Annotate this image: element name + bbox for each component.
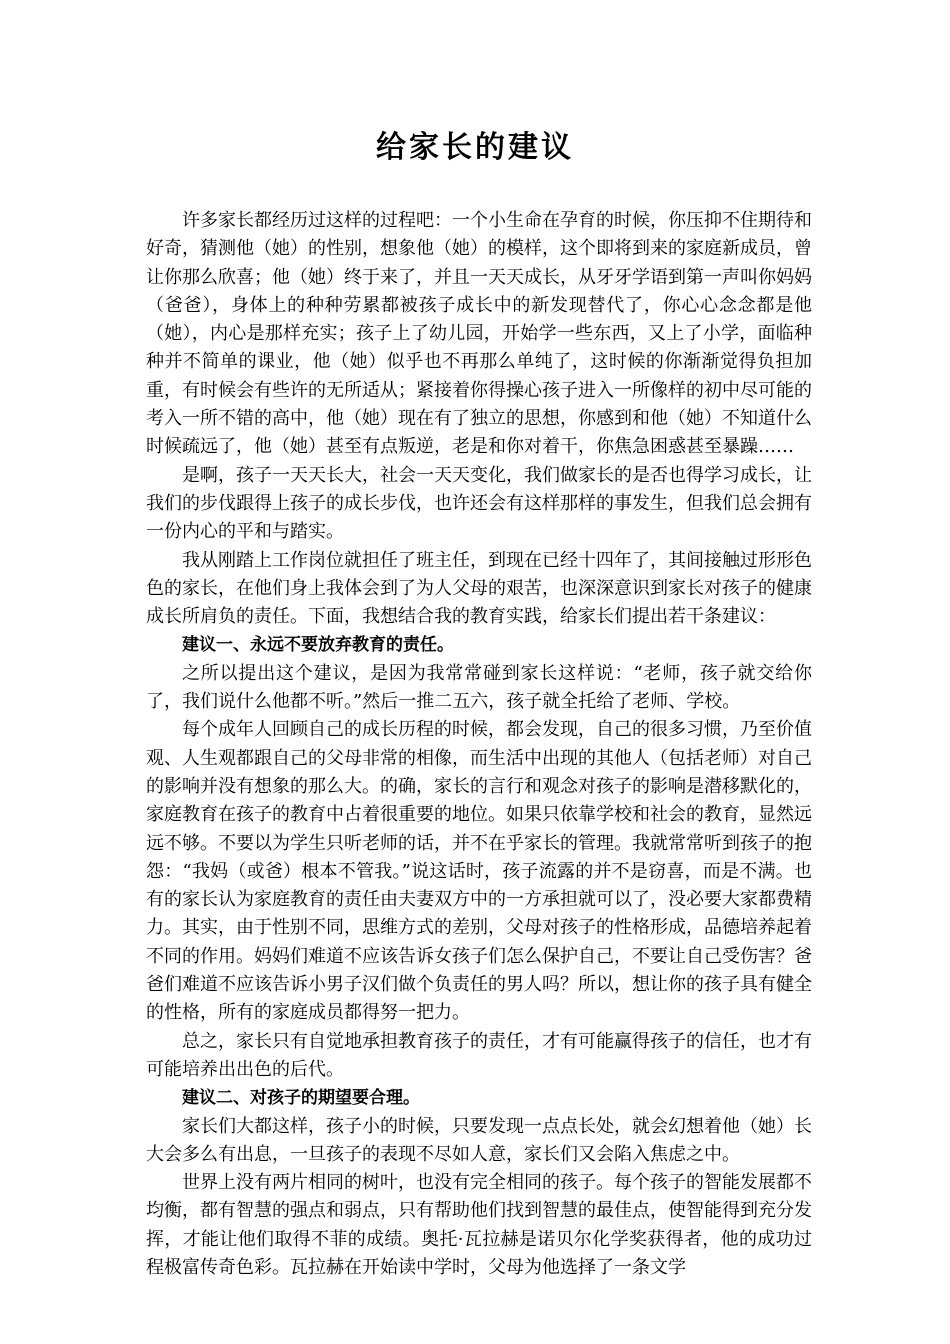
paragraph: 我从刚踏上工作岗位就担任了班主任，到现在已经十四年了，其间接触过形形色色的家长，在他们身上我体会到了为人父母的艰苦，也深深意识到家长对孩子的健康成长所肩负的责任。下面，我想结合我的教育实践，给家长们提出若干条建议： <box>146 549 812 628</box>
paragraph: 世界上没有两片相同的树叶，也没有完全相同的孩子。每个孩子的智能发展都不均衡，都有智慧的强点和弱点，只有帮助他们找到智慧的最佳点，使智能得到充分发挥，才能让他们取得不菲的成绩。奥托·瓦拉赫是诺贝尔化学奖获得者，他的成功过程极富传奇色彩。瓦拉赫在开始读中学时，父母为他选择了一条文学 <box>146 1172 812 1278</box>
document-title: 给家长的建议 <box>376 130 574 165</box>
paragraph: 每个成年人回顾自己的成长历程的时候，都会发现，自己的很多习惯，乃至价值观、人生观都跟自己的父母非常的相像，而生活中出现的其他人（包括老师）对自己的影响并没有想象的那么大。的确，家长的言行和观念对孩子的影响是潜移默化的，家庭教育在孩子的教育中占着很重要的地位。如果只依靠学校和社会的教育，显然远远不够。不要以为学生只听老师的话，并不在乎家长的管理。我就常常听到孩子的抱怨：“我妈（或爸）根本不管我。”说这话时，孩子流露的并不是窃喜，而是不满。也有的家长认为家庭教育的责任由夫妻双方中的一方承担就可以了，没必要大家都费精力。其实，由于性别不同，思维方式的差别，父母对孩子的性格形成，品德培养起着不同的作用。妈妈们难道不应该告诉女孩子们怎么保护自己，不要让自己受伤害？爸爸们难道不应该告诉小男子汉们做个负责任的男人吗？所以，想让你的孩子具有健全的性格，所有的家庭成员都得努一把力。 <box>146 719 812 1024</box>
paragraph: 总之，家长只有自觉地承担教育孩子的责任，才有可能赢得孩子的信任，也才有可能培养出出色的后代。 <box>146 1030 812 1080</box>
paragraph: 许多家长都经历过这样的过程吧：一个小生命在孕育的时候，你压抑不住期待和好奇，猜测他（她）的性别，想象他（她）的模样，这个即将到来的家庭新成员，曾让你那么欣喜；他（她）终于来了，并且一天天成长，从牙牙学语到第一声叫你妈妈（爸爸），身体上的种种劳累都被孩子成长中的新发现替代了，你心心念念都是他（她），内心是那样充实；孩子上了幼儿园，开始学一些东西，又上了小学，面临种种并不简单的课业，他（她）似乎也不再那么单纯了，这时候的你渐渐觉得负担加重，有时候会有些许的无所适从；紧接着你得操心孩子进入一所像样的初中尽可能的考入一所不错的高中，他（她）现在有了独立的思想，你感到和他（她）不知道什么时候疏远了，他（她）甚至有点叛逆，老是和你对着干，你焦急困惑甚至暴躁…… <box>146 210 812 458</box>
paragraph: 家长们大都这样，孩子小的时候，只要发现一点点长处，就会幻想着他（她）长大会多么有出息，一旦孩子的表现不尽如人意，家长们又会陷入焦虑之中。 <box>146 1115 812 1165</box>
section-heading-1: 建议一、永远不要放弃教育的责任。 <box>182 635 454 656</box>
paragraph: 是啊，孩子一天天长大，社会一天天变化，我们做家长的是否也得学习成长，让我们的步伐跟得上孩子的成长步伐，也许还会有这样那样的事发生，但我们总会拥有一份内心的平和与踏实。 <box>146 464 812 543</box>
paragraph: 之所以提出这个建议，是因为我常常碰到家长这样说：“老师，孩子就交给你了，我们说什么他都不听。”然后一推二五六，孩子就全托给了老师、学校。 <box>146 662 812 713</box>
section-heading-2: 建议二、对孩子的期望要合理。 <box>182 1088 420 1109</box>
document-body <box>146 207 812 1282</box>
